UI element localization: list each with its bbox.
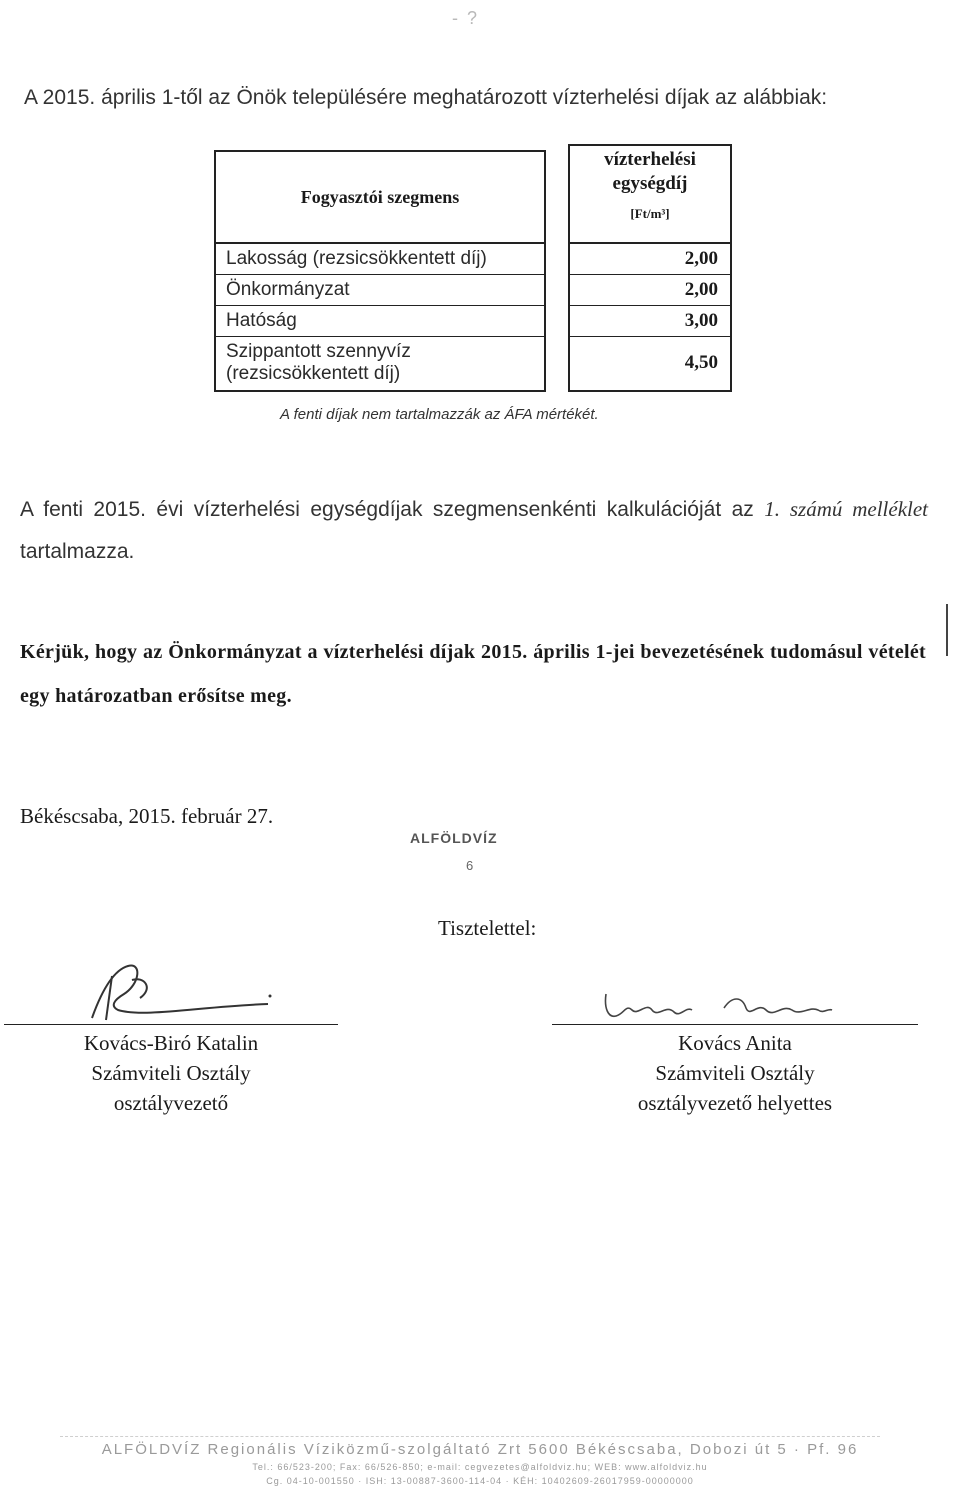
footer-line1: ALFÖLDVÍZ Regionális Víziközmű-szolgáltató Zrt 5600 Békéscsaba, Dobozi út 5 · Pf. 96	[101, 1441, 859, 1458]
footer-line3: Cg. 04-10-001550 · ISH: 13-00887-3600-114-04 · KÉH: 10402609-26017959-00000000	[266, 1476, 694, 1486]
fee-value: 2,00	[570, 275, 730, 306]
footer-line2: Tel.: 66/523-200; Fax: 66/526-850; e-mail: cegvezetes@alfoldviz.hu; WEB: www.alfoldviz.hu	[252, 1462, 708, 1472]
fee-header-line1: vízterhelési	[604, 149, 696, 170]
stamp: ALFÖLDVÍZ	[410, 830, 498, 846]
segment-header: Fogyasztói szegmens	[216, 152, 544, 244]
fee-header-line2: egységdíj	[612, 173, 688, 194]
vat-note: A fenti díjak nem tartalmazzák az ÁFA mértékét.	[280, 406, 599, 423]
regards: Tisztelettel:	[438, 916, 537, 940]
fee-value: 2,00	[570, 244, 730, 275]
margin-mark	[946, 604, 948, 656]
signature-line-left	[4, 1024, 338, 1025]
fee-header-unit: [Ft/m³]	[630, 206, 670, 221]
fee-value: 3,00	[570, 306, 730, 337]
signatory-left	[4, 1028, 338, 1118]
signatory-dept: Számviteli Osztály	[655, 1061, 815, 1085]
signatory-title: osztályvezető	[113, 1091, 229, 1115]
signature-left	[84, 960, 284, 1024]
dateline: Békéscsaba, 2015. február 27.	[20, 804, 274, 828]
segment-line2: (rezsicsökkentett díj)	[226, 363, 401, 384]
table-row: Hatóság	[216, 306, 544, 337]
company-footer	[0, 1440, 960, 1488]
corner-mark: - ?	[452, 8, 480, 28]
calculation-paragraph	[20, 488, 928, 573]
signatory-right	[552, 1028, 918, 1118]
table-row: Önkormányzat	[216, 275, 544, 306]
signatory-title: osztályvezető helyettes	[637, 1091, 833, 1115]
request-paragraph: Kérjük, hogy az Önkormányzat a vízterhelési díjak 2015. április 1-jei bevezetésének tudomásul vételét egy határozatban erősítse meg.	[20, 641, 926, 707]
signatory-name: Kovács Anita	[678, 1031, 792, 1055]
table-row: Lakosság (rezsicsökkentett díj)	[216, 244, 544, 275]
footer-rule	[60, 1436, 880, 1438]
table-row	[216, 337, 544, 392]
intro-text: A 2015. április 1-től az Önök településére meghatározott vízterhelési díjak az alábbiak:	[24, 86, 828, 109]
fee-table	[568, 144, 732, 392]
fee-value: 4,50	[684, 352, 718, 373]
signature-line-right	[552, 1024, 918, 1025]
signatory-name: Kovács-Biró Katalin	[83, 1031, 259, 1055]
segment-line1: Szippantott szennyvíz	[226, 341, 411, 362]
paragraph-part1: A fenti 2015. évi vízterhelési egységdíjak szegmensenkénti kalkulációját az	[20, 498, 765, 521]
signatory-dept: Számviteli Osztály	[91, 1061, 251, 1085]
paragraph-part2: tartalmazza.	[20, 540, 135, 563]
fee-header	[570, 146, 730, 244]
segment-table	[214, 150, 546, 392]
signature-right	[596, 988, 856, 1024]
stamp-sub: 6	[466, 858, 474, 873]
paragraph-italic: 1. számú melléklet	[764, 497, 929, 521]
